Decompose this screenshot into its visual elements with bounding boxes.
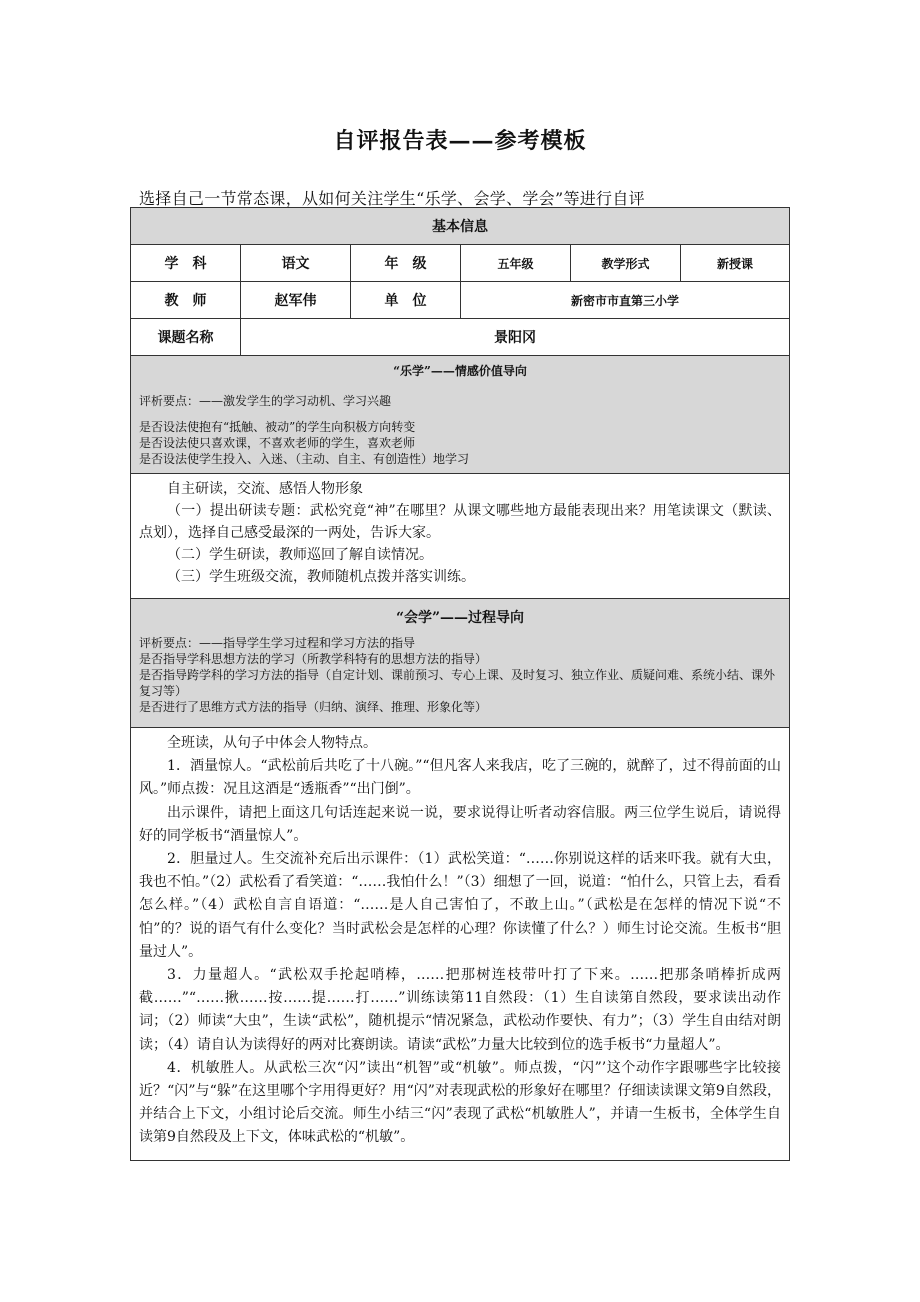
huixue-paragraph: 出示课件，请把上面这几句话连起来说一说，要求说得让听者动容信服。两三位学生说后，请说得好的同学板书“酒量惊人”。 <box>139 804 781 844</box>
topic-label: 课题名称 <box>131 319 241 356</box>
unit-value: 新密市市直第三小学 <box>461 282 790 319</box>
huixue-paragraph: 1．酒量惊人。“武松前后共吃了十八碗。”“但凡客人来我店，吃了三碗的，就醉了，过不得前面的山风。”师点拨：况且这酒是“透瓶香”“出门倒”。 <box>139 758 781 798</box>
huixue-content-row <box>131 728 790 1161</box>
grade-value: 五年级 <box>461 245 571 282</box>
lexue-paragraph: （二）学生研读，教师巡回了解自读情况。 <box>167 547 433 563</box>
huixue-paragraph: 4．机敏胜人。从武松三次“闪”读出“机智”或“机敏”。师点拨，“闪”’这个动作字跟哪些字比较接近？“闪”与“躲”在这里哪个字用得更好？用“闪”对表现武松的形象好在哪里？仔细读读课文第9自然段，并结合上下文，小组讨论后交流。师生小结三“闪”表现了武松“机敏胜人”，并请一生板书，全体学生自读第9自然段及上下文，体味武松的“机敏”。 <box>139 1059 781 1146</box>
topic-value: 景阳冈 <box>241 319 790 356</box>
basic-info-header-row <box>131 208 790 245</box>
form-value: 新授课 <box>681 245 790 282</box>
subject-label: 学 科 <box>131 245 241 282</box>
lexue-title: “乐学”——情感价值导向 <box>393 364 527 378</box>
teacher-label: 教 师 <box>131 282 241 319</box>
huixue-paragraph: 3．力量超人。“武松双手抡起哨棒，……把那树连枝带叶打了下来。……把那条哨棒折成两截……”“……揪……按……提……打……”训练读第11自然段：（1）生自读第自然段，要求读出动作词；（2）师读“大虫”，生读“武松”，随机提示“情况紧急，武松动作要快、有力”；（3）学生自由结对朗读；（4）请自认为读得好的两对比赛朗读。请读“武松”力量大比较到位的选手板书“力量超人”。 <box>139 967 781 1053</box>
huixue-content <box>131 728 790 1161</box>
subject-value: 语文 <box>241 245 351 282</box>
lexue-point: 是否设法使学生投入、入迷、（主动、自主、有创造性）地学习 <box>139 452 470 466</box>
unit-label: 单 位 <box>351 282 461 319</box>
lexue-point: 是否设法使抱有“抵触、被动”的学生向积极方向转变 <box>139 420 416 434</box>
basic-info-header: 基本信息 <box>131 208 790 245</box>
lexue-point: 是否设法使只喜欢课，不喜欢老师的学生，喜欢老师 <box>139 436 416 450</box>
form-label: 教学形式 <box>571 245 681 282</box>
report-table <box>130 207 790 1161</box>
huixue-point: 是否指导跨学科的学习方法的指导（自定计划、课前预习、专心上课、及时复习、独立作业、质疑问难、系统小结、课外复习等） <box>139 668 776 698</box>
huixue-point: 是否指导学科思想方法的学习（所教学科特有的思想方法的指导） <box>139 652 488 666</box>
lexue-content-row <box>131 474 790 599</box>
huixue-paragraph: 2．胆量过人。生交流补充后出示课件：（1）武松笑道：“……你别说这样的话来吓我。就有大虫，我也不怕。”（2）武松看了看笑道：“……我怕什么！”（3）细想了一回，说道：“怕什么，只管上去，看看怎么样。”（4）武松自言自语道：“……是人自己害怕了，不敢上山。”（武松是在怎样的情况下说“不怕”的？说的语气有什么变化？当时武松会是怎样的心理？你读懂了什么？）师生讨论交流。生板书“胆量过人”。 <box>139 851 781 960</box>
teacher-row <box>131 282 790 319</box>
teacher-value: 赵军伟 <box>241 282 351 319</box>
page-title: 自评报告表——参考模板 <box>333 128 587 154</box>
huixue-criteria-row <box>131 599 790 728</box>
lexue-paragraph: （一）提出研读专题：武松究竟“神”在哪里？从课文哪些地方最能表现出来？用笔读课文（默读、点划），选择自己感受最深的一两处，告诉大家。 <box>139 503 781 541</box>
grade-label: 年 级 <box>351 245 461 282</box>
lexue-paragraph: 自主研读，交流、感悟人物形象 <box>167 481 363 497</box>
topic-row <box>131 319 790 356</box>
intro-text: 选择自己一节常态课，从如何关注学生“乐学、会学、学会”等进行自评 <box>139 189 645 208</box>
huixue-title: “会学”——过程导向 <box>395 610 525 626</box>
huixue-criteria <box>131 599 790 728</box>
lexue-content <box>131 474 790 599</box>
lexue-point: 评析要点：——激发学生的学习动机、学习兴趣 <box>139 394 392 408</box>
huixue-paragraph: 全班读，从句子中体会人物特点。 <box>167 735 377 751</box>
lexue-criteria <box>131 356 790 474</box>
lexue-paragraph: （三）学生班级交流，教师随机点拨并落实训练。 <box>167 569 475 585</box>
lexue-criteria-row <box>131 356 790 474</box>
huixue-point: 评析要点：——指导学生学习过程和学习方法的指导 <box>139 636 416 650</box>
huixue-point: 是否进行了思维方式方法的指导（归纳、演绎、推理、形象化等） <box>139 700 488 714</box>
subject-row <box>131 245 790 282</box>
